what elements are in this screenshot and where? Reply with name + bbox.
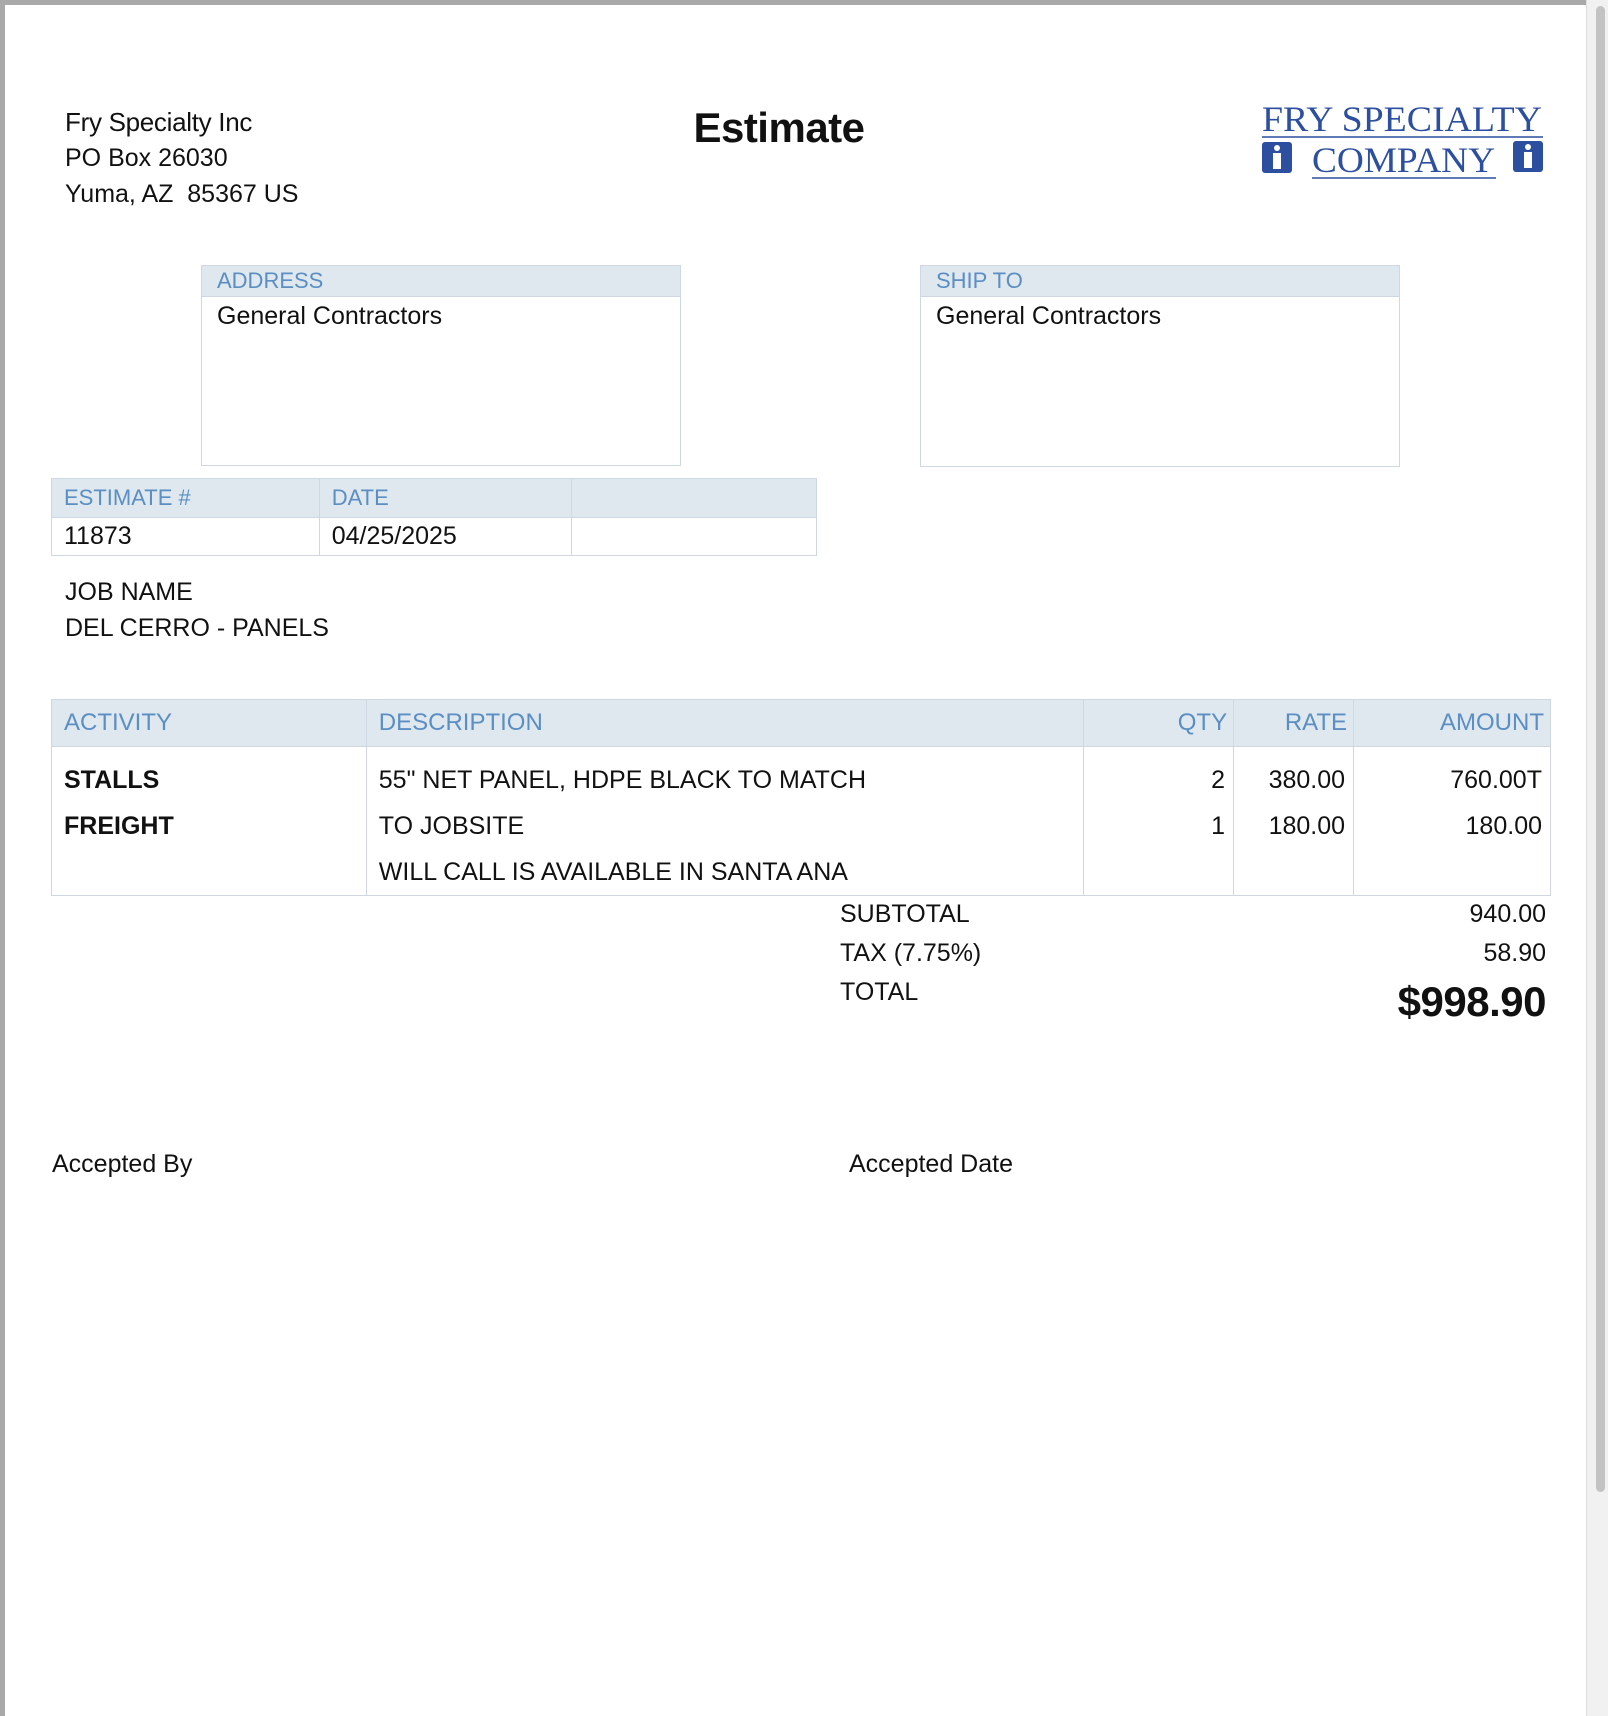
person-icon-right [1513,141,1543,172]
ship-to-value: General Contractors [936,302,1162,330]
date-label: DATE [319,479,572,518]
line-items-table [51,699,1551,896]
document-title: Estimate [693,104,865,151]
accepted-date-label: Accepted Date [849,1150,1013,1178]
row-activity: FREIGHT [52,803,367,849]
window-left-border [0,0,5,1716]
row-amount [1354,849,1551,896]
col-amount: AMOUNT [1354,700,1551,747]
address-label: ADDRESS [202,266,680,297]
row-description: WILL CALL IS AVAILABLE IN SANTA ANA [366,849,1083,896]
total-value: $998.90 [1397,978,1546,1025]
col-activity: ACTIVITY [52,700,367,747]
ship-to-box [920,265,1400,467]
logo-line2: COMPANY [1312,140,1495,180]
row-rate: 380.00 [1234,747,1354,804]
logo-line1: FRY SPECIALTY [1262,100,1542,139]
row-qty: 1 [1084,803,1234,849]
person-icon [1262,142,1292,173]
row-activity [52,849,367,896]
subtotal-value: 940.00 [1469,900,1546,928]
row-qty: 2 [1084,747,1234,804]
tax-label: TAX (7.75%) [840,939,982,967]
ship-to-label: SHIP TO [921,266,1399,297]
estimate-number: 11873 [52,518,320,556]
job-name-label: JOB NAME [65,578,193,606]
estimate-meta-table [51,478,817,556]
tax-value: 58.90 [1483,939,1546,967]
col-qty: QTY [1084,700,1234,747]
row-description: 55" NET PANEL, HDPE BLACK TO MATCH [366,747,1083,804]
scrollbar-thumb[interactable] [1596,6,1605,1492]
job-name-value: DEL CERRO - PANELS [65,614,329,642]
window-top-border [0,0,1588,5]
row-rate: 180.00 [1234,803,1354,849]
row-activity: STALLS [52,747,367,804]
company-name: Fry Specialty Inc [65,107,253,137]
col-rate: RATE [1234,700,1354,747]
row-qty [1084,849,1234,896]
meta-empty-header [572,479,817,518]
company-address-line2: Yuma, AZ 85367 US [65,180,299,208]
total-label: TOTAL [840,978,919,1006]
accepted-by-label: Accepted By [52,1150,193,1178]
row-amount: 760.00T [1354,747,1551,804]
col-description: DESCRIPTION [366,700,1083,747]
table-row [52,803,1551,849]
row-amount: 180.00 [1354,803,1551,849]
subtotal-label: SUBTOTAL [840,900,970,928]
table-row [52,747,1551,804]
company-logo [1260,100,1545,182]
meta-empty-cell [572,518,817,556]
job-info [65,574,329,646]
address-box [201,265,681,466]
company-address-line1: PO Box 26030 [65,144,228,172]
estimate-date: 04/25/2025 [319,518,572,556]
row-rate [1234,849,1354,896]
table-row [52,849,1551,896]
estimate-number-label: ESTIMATE # [52,479,320,518]
address-value: General Contractors [217,302,443,330]
row-description: TO JOBSITE [366,803,1083,849]
